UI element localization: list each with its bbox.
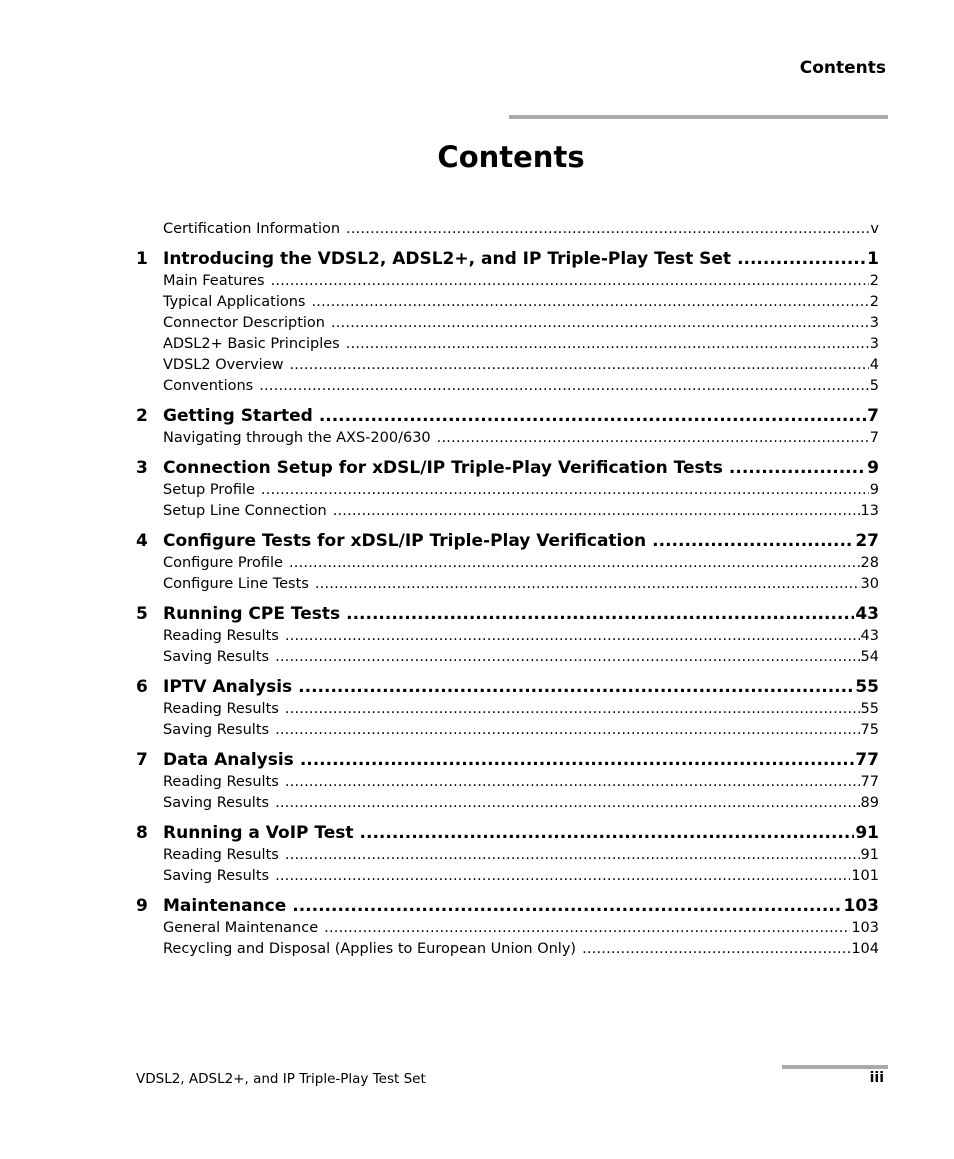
chapter-page: 7 — [867, 406, 879, 426]
section-title: Saving Results — [163, 649, 270, 665]
table-of-contents — [136, 219, 879, 960]
chapter-page: 91 — [855, 823, 879, 843]
section-title: Recycling and Disposal (Applies to European Union Only) — [163, 941, 577, 957]
section-page: 4 — [869, 357, 879, 373]
section-page: 2 — [869, 273, 879, 289]
toc-chapter-2[interactable] — [136, 404, 879, 428]
dot-leader — [285, 626, 860, 647]
section-page: 9 — [869, 482, 879, 498]
dot-leader — [311, 292, 868, 313]
toc-chapter-3[interactable] — [136, 456, 879, 480]
footer-product-name: VDSL2, ADSL2+, and IP Triple-Play Test Set — [136, 1071, 426, 1087]
section-page: 3 — [869, 336, 879, 352]
dot-leader — [261, 480, 869, 501]
section-page: 13 — [860, 503, 879, 519]
running-header-title: Contents — [799, 58, 886, 78]
dot-leader — [275, 647, 859, 668]
toc-chapter-4[interactable] — [136, 529, 879, 553]
dot-leader — [300, 748, 855, 772]
section-title: Reading Results — [163, 774, 279, 790]
section-page: 2 — [869, 294, 879, 310]
toc-section[interactable] — [136, 626, 879, 647]
chapter-title: Running a VoIP Test — [163, 823, 354, 843]
section-page: 91 — [860, 847, 879, 863]
chapter-page: 55 — [855, 677, 879, 697]
section-page: 77 — [860, 774, 879, 790]
section-page: 54 — [860, 649, 879, 665]
footer-page-number: iii — [869, 1070, 884, 1086]
toc-section[interactable] — [136, 376, 879, 397]
toc-chapter-9[interactable] — [136, 894, 879, 918]
toc-section[interactable] — [136, 845, 879, 866]
chapter-number: 4 — [136, 531, 148, 551]
chapter-title: Running CPE Tests — [163, 604, 341, 624]
toc-section[interactable] — [136, 271, 879, 292]
section-title: Setup Line Connection — [163, 503, 327, 519]
chapter-title: Getting Started — [163, 406, 313, 426]
dot-leader — [333, 501, 860, 522]
dot-leader — [285, 845, 860, 866]
dot-leader — [737, 247, 866, 271]
section-page: 89 — [860, 795, 879, 811]
section-title: Setup Profile — [163, 482, 255, 498]
dot-leader — [346, 602, 854, 626]
dot-leader — [275, 793, 859, 814]
section-page: 30 — [860, 576, 879, 592]
toc-chapter-1[interactable] — [136, 247, 879, 271]
section-title: Navigating through the AXS-200/630 — [163, 430, 431, 446]
chapter-number: 2 — [136, 406, 148, 426]
toc-section[interactable] — [136, 699, 879, 720]
toc-section[interactable] — [136, 292, 879, 313]
section-page: 55 — [860, 701, 879, 717]
section-title: Reading Results — [163, 628, 279, 644]
chapter-page: 1 — [867, 249, 879, 269]
toc-chapter-7[interactable] — [136, 748, 879, 772]
chapter-title: Configure Tests for xDSL/IP Triple-Play Verification — [163, 531, 647, 551]
toc-entry-front[interactable] — [136, 219, 879, 240]
dot-leader — [259, 376, 869, 397]
toc-section[interactable] — [136, 720, 879, 741]
section-title: Conventions — [163, 378, 254, 394]
dot-leader — [346, 219, 869, 240]
header-rule — [509, 115, 888, 119]
section-title: General Maintenance — [163, 920, 319, 936]
dot-leader — [652, 529, 854, 553]
toc-section[interactable] — [136, 355, 879, 376]
toc-chapter-6[interactable] — [136, 675, 879, 699]
section-page: 104 — [851, 941, 879, 957]
section-page: 43 — [860, 628, 879, 644]
toc-section[interactable] — [136, 918, 879, 939]
chapter-number: 6 — [136, 677, 148, 697]
section-title: Saving Results — [163, 722, 270, 738]
dot-leader — [346, 334, 869, 355]
dot-leader — [292, 894, 842, 918]
dot-leader — [285, 772, 860, 793]
toc-section[interactable] — [136, 334, 879, 355]
dot-leader — [582, 939, 850, 960]
section-page: 101 — [851, 868, 879, 884]
toc-section[interactable] — [136, 553, 879, 574]
section-title: Configure Profile — [163, 555, 283, 571]
toc-section[interactable] — [136, 866, 879, 887]
dot-leader — [437, 428, 869, 449]
toc-chapter-8[interactable] — [136, 821, 879, 845]
footer-rule — [782, 1065, 888, 1069]
chapter-page: 43 — [855, 604, 879, 624]
toc-section[interactable] — [136, 428, 879, 449]
chapter-title: Data Analysis — [163, 750, 294, 770]
toc-chapter-5[interactable] — [136, 602, 879, 626]
section-title: Saving Results — [163, 868, 270, 884]
dot-leader — [729, 456, 866, 480]
toc-section[interactable] — [136, 480, 879, 501]
section-page: 7 — [869, 430, 879, 446]
section-title: ADSL2+ Basic Principles — [163, 336, 340, 352]
chapter-number: 9 — [136, 896, 148, 916]
toc-section[interactable] — [136, 574, 879, 595]
dot-leader — [275, 866, 850, 887]
section-page: 5 — [869, 378, 879, 394]
section-page: 3 — [869, 315, 879, 331]
dot-leader — [315, 574, 860, 595]
chapter-number: 1 — [136, 249, 148, 269]
toc-section[interactable] — [136, 501, 879, 522]
dot-leader — [331, 313, 869, 334]
section-title: Main Features — [163, 273, 265, 289]
dot-leader — [289, 355, 868, 376]
chapter-title: Maintenance — [163, 896, 287, 916]
section-page: 28 — [860, 555, 879, 571]
toc-entry-label: Certification Information — [163, 221, 341, 237]
chapter-number: 8 — [136, 823, 148, 843]
toc-entry-page: v — [870, 221, 879, 237]
toc-section[interactable] — [136, 793, 879, 814]
section-title: Reading Results — [163, 701, 279, 717]
toc-section[interactable] — [136, 772, 879, 793]
section-title: Saving Results — [163, 795, 270, 811]
section-title: Typical Applications — [163, 294, 306, 310]
section-page: 103 — [851, 920, 879, 936]
section-title: Configure Line Tests — [163, 576, 309, 592]
dot-leader — [289, 553, 860, 574]
chapter-page: 103 — [843, 896, 879, 916]
toc-section[interactable] — [136, 939, 879, 960]
section-title: Reading Results — [163, 847, 279, 863]
chapter-number: 7 — [136, 750, 148, 770]
chapter-page: 27 — [855, 531, 879, 551]
chapter-title: IPTV Analysis — [163, 677, 293, 697]
dot-leader — [298, 675, 854, 699]
chapter-page: 9 — [867, 458, 879, 478]
chapter-number: 3 — [136, 458, 148, 478]
chapter-page: 77 — [855, 750, 879, 770]
section-title: Connector Description — [163, 315, 325, 331]
toc-section[interactable] — [136, 313, 879, 334]
section-title: VDSL2 Overview — [163, 357, 284, 373]
page-title: Contents — [437, 140, 585, 174]
chapter-number: 5 — [136, 604, 148, 624]
dot-leader — [360, 821, 855, 845]
dot-leader — [319, 404, 866, 428]
dot-leader — [324, 918, 850, 939]
chapter-title: Introducing the VDSL2, ADSL2+, and IP Triple-Play Test Set — [163, 249, 732, 269]
toc-chapters — [136, 247, 879, 960]
dot-leader — [271, 271, 869, 292]
dot-leader — [275, 720, 859, 741]
toc-section[interactable] — [136, 647, 879, 668]
section-page: 75 — [860, 722, 879, 738]
dot-leader — [285, 699, 860, 720]
chapter-title: Connection Setup for xDSL/IP Triple-Play Verification Tests — [163, 458, 723, 478]
